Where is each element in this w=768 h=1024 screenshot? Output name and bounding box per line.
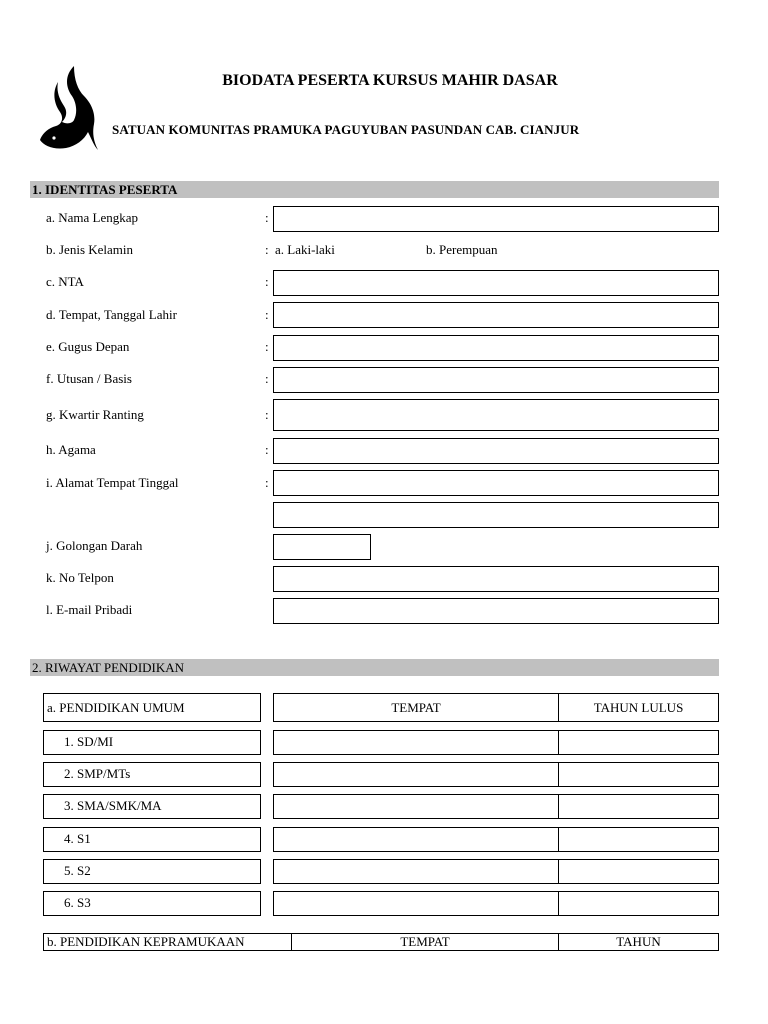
row-label-sma: 3. SMA/SMK/MA [43, 794, 261, 819]
utusan-basis-field[interactable] [273, 367, 719, 393]
kwartir-ranting-field[interactable] [273, 399, 719, 431]
alamat-field-line2[interactable] [273, 502, 719, 528]
kepramukaan-col-tempat-header: TEMPAT [291, 933, 559, 951]
golongan-darah-field[interactable] [273, 534, 371, 560]
section-riwayat-pendidikan-header: 2. RIWAYAT PENDIDIKAN [30, 659, 719, 676]
label-nta: c. NTA [46, 274, 84, 289]
label-jenis-kelamin: b. Jenis Kelamin [46, 242, 134, 257]
row-label-s3: 6. S3 [43, 891, 261, 916]
gender-option-female[interactable]: b. Perempuan [426, 242, 498, 257]
row-label-s1: 4. S1 [43, 827, 261, 852]
label-utusan-basis: f. Utusan / Basis [46, 371, 132, 386]
s2-tahun-field[interactable] [558, 859, 719, 884]
alamat-field-line1[interactable] [273, 470, 719, 496]
label-nama-lengkap: a. Nama Lengkap [46, 210, 139, 225]
gugus-depan-field[interactable] [273, 335, 719, 361]
agama-field[interactable] [273, 438, 719, 464]
pendidikan-umum-header: a. PENDIDIKAN UMUM [43, 693, 261, 722]
section-identitas-header: 1. IDENTITAS PESERTA [30, 181, 719, 198]
page-subtitle: SATUAN KOMUNITAS PRAMUKA PAGUYUBAN PASUNDAN CAB. CIANJUR [112, 122, 580, 137]
colon: : [265, 475, 269, 490]
s2-tempat-field[interactable] [273, 859, 559, 884]
label-kwartir-ranting: g. Kwartir Ranting [46, 407, 144, 422]
col-tempat-header: TEMPAT [273, 693, 559, 722]
col-tahun-lulus-header: TAHUN LULUS [558, 693, 719, 722]
kepramukaan-col-tahun-header: TAHUN [558, 933, 719, 951]
sd-tempat-field[interactable] [273, 730, 559, 755]
colon: : [265, 242, 269, 257]
sma-tahun-field[interactable] [558, 794, 719, 819]
tunas-kelapa-logo-icon [36, 62, 102, 156]
row-label-smp: 2. SMP/MTs [43, 762, 261, 787]
s3-tempat-field[interactable] [273, 891, 559, 916]
colon: : [265, 274, 269, 289]
label-golongan-darah: j. Golongan Darah [46, 538, 143, 553]
nama-lengkap-field[interactable] [273, 206, 719, 232]
colon: : [265, 442, 269, 457]
email-pribadi-field[interactable] [273, 598, 719, 624]
gender-option-male[interactable]: a. Laki-laki [275, 242, 335, 257]
colon: : [265, 371, 269, 386]
smp-tempat-field[interactable] [273, 762, 559, 787]
label-email-pribadi: l. E-mail Pribadi [46, 602, 133, 617]
pendidikan-kepramukaan-header: b. PENDIDIKAN KEPRAMUKAAN [43, 933, 292, 951]
row-label-s2: 5. S2 [43, 859, 261, 884]
colon: : [265, 407, 269, 422]
label-agama: h. Agama [46, 442, 96, 457]
colon: : [265, 210, 269, 225]
label-no-telpon: k. No Telpon [46, 570, 114, 585]
nta-field[interactable] [273, 270, 719, 296]
page-title: BIODATA PESERTA KURSUS MAHIR DASAR [222, 72, 558, 89]
colon: : [265, 339, 269, 354]
smp-tahun-field[interactable] [558, 762, 719, 787]
s1-tempat-field[interactable] [273, 827, 559, 852]
tempat-tanggal-lahir-field[interactable] [273, 302, 719, 328]
sma-tempat-field[interactable] [273, 794, 559, 819]
label-tempat-tanggal-lahir: d. Tempat, Tanggal Lahir [46, 307, 177, 322]
no-telpon-field[interactable] [273, 566, 719, 592]
label-gugus-depan: e. Gugus Depan [46, 339, 130, 354]
s3-tahun-field[interactable] [558, 891, 719, 916]
colon: : [265, 307, 269, 322]
s1-tahun-field[interactable] [558, 827, 719, 852]
label-alamat-tempat-tinggal: i. Alamat Tempat Tinggal [46, 475, 179, 490]
row-label-sd: 1. SD/MI [43, 730, 261, 755]
sd-tahun-field[interactable] [558, 730, 719, 755]
